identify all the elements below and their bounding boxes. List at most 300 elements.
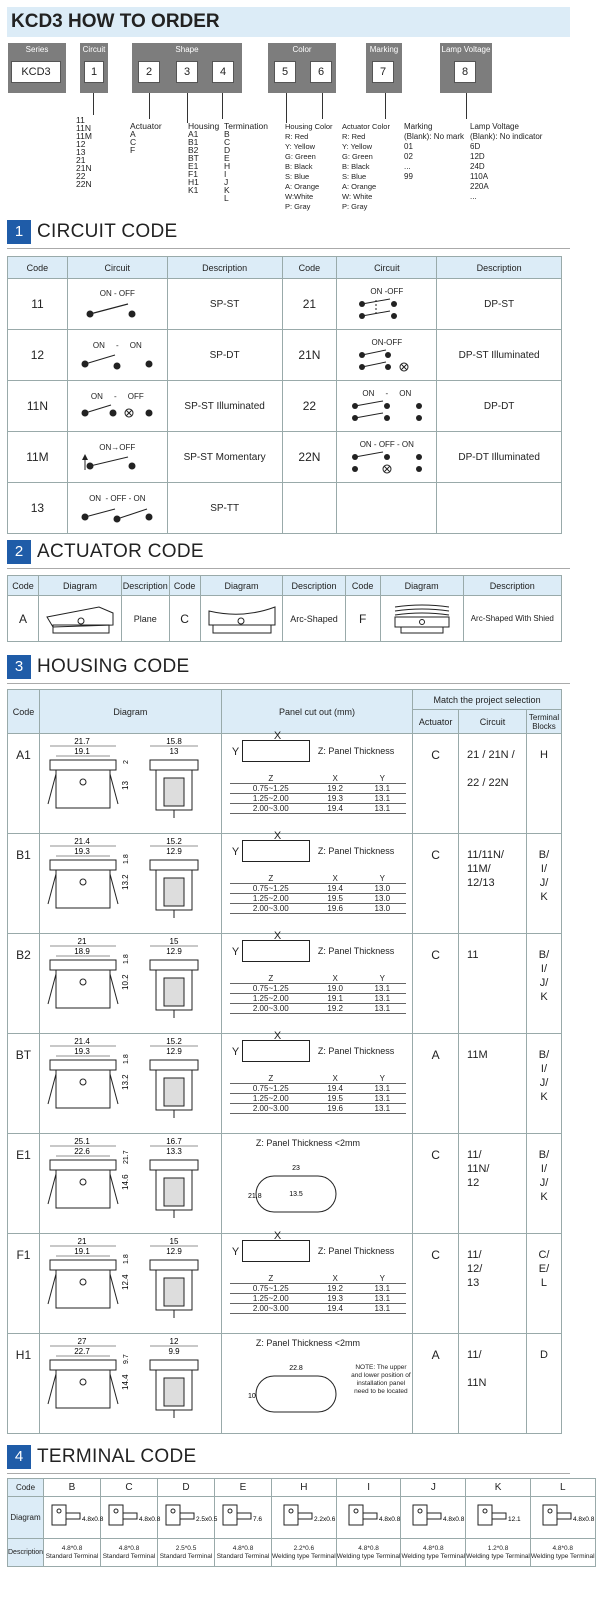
cut-z: 0.75~1.25 — [230, 884, 312, 894]
col-diagram: Diagram — [200, 576, 283, 596]
cutout-rect — [242, 840, 310, 862]
dim-step: 1.8 — [123, 854, 131, 864]
circuit-caption: Circuit — [82, 45, 106, 54]
terminal-description: 4.8*0.8 Welding type Terminal — [336, 1539, 401, 1567]
row-code-label: Code — [8, 1479, 44, 1497]
match-terminal: C/ E/ L — [526, 1234, 561, 1334]
housing-diagram — [39, 1034, 221, 1134]
terminal-code: D — [158, 1479, 215, 1497]
terminal-diagram — [401, 1497, 466, 1539]
col-z: Z — [230, 974, 312, 984]
panel-cut-cell — [221, 830, 412, 934]
housing-diagram-icon — [42, 1034, 218, 1126]
housing-diagram-icon — [42, 734, 218, 826]
col-x: X — [312, 774, 359, 784]
match-terminal: B/ I/ J/ K — [526, 1034, 561, 1134]
col-diagram: Diagram — [380, 576, 463, 596]
plane-actuator-icon — [43, 601, 117, 637]
connector — [222, 93, 223, 119]
cutout-x: X — [273, 730, 282, 742]
dim-width-outer: 27 — [77, 1337, 87, 1346]
connector — [322, 93, 323, 119]
col-description: Description — [121, 576, 169, 596]
housing-diagram — [39, 734, 221, 834]
col-y: Y — [359, 874, 406, 884]
terminal-code: L — [530, 1479, 595, 1497]
terminal-description: 4.8*0.8 Standard Terminal — [101, 1539, 158, 1567]
table-row — [230, 1304, 406, 1314]
panel-thickness-label: Z: Panel Thickness — [317, 846, 395, 856]
col-y: Y — [359, 1274, 406, 1284]
shape-caption: Shape — [175, 45, 199, 54]
dim-width-inner: 19.3 — [74, 847, 91, 856]
section-actuator-code — [7, 538, 204, 566]
panel-thickness-label: Z: Panel Thickness — [317, 1046, 395, 1056]
housing-code: E1 — [8, 1134, 40, 1234]
oval-cutout-icon — [242, 1156, 352, 1226]
match-actuator: C — [413, 834, 459, 934]
circuit-symbol — [337, 483, 437, 534]
cut-x: 19.6 — [312, 1104, 359, 1114]
col-y: Y — [359, 974, 406, 984]
circuit-code — [282, 483, 337, 534]
divider — [7, 248, 570, 249]
col-match-selection: Match the project selection — [413, 690, 562, 710]
match-terminal: B/ I/ J/ K — [526, 934, 561, 1034]
actuator-table — [7, 575, 562, 642]
terminal-dim: 4.8x0.8 — [82, 1516, 104, 1523]
match-actuator: C — [413, 734, 459, 834]
terminal-table — [7, 1478, 596, 1567]
circuit-label: ON - OFF - ON — [89, 493, 146, 503]
cut-x: 19.2 — [312, 1284, 359, 1294]
col-circuit: Circuit — [459, 710, 527, 734]
cutout-table — [230, 1274, 406, 1314]
match-circuit: 11 — [459, 934, 527, 1034]
circuit-description: SP-DT — [167, 330, 282, 381]
dim-height: 13.2 — [121, 1074, 131, 1090]
panel-thickness-note: Z: Panel Thickness <2mm — [255, 1338, 361, 1348]
col-diagram: Diagram — [39, 576, 122, 596]
table-row — [8, 432, 562, 483]
dim-width-inner: 18.9 — [74, 947, 91, 956]
color-caption: Color — [292, 45, 312, 54]
section-number: 3 — [7, 655, 31, 679]
circuit-label: ON - ON — [362, 388, 412, 398]
table-row — [230, 1104, 406, 1114]
cut-y: 13.0 — [359, 894, 406, 904]
circuit-code: 12 — [8, 330, 68, 381]
actuator-code: C — [169, 596, 200, 642]
cut-y: 13.1 — [359, 994, 406, 1004]
dim-side-outer: 15.2 — [166, 837, 183, 846]
cut-z: 0.75~1.25 — [230, 784, 312, 794]
terminal-dim: 7.6 — [253, 1516, 263, 1523]
col-circuit: Circuit — [67, 257, 167, 279]
dim-side-outer: 15 — [169, 1237, 179, 1246]
switch-symbol-icon — [82, 452, 152, 472]
cutout-x: X — [273, 1230, 282, 1242]
cutout-rect — [242, 740, 310, 762]
terminal-code: K — [466, 1479, 531, 1497]
housing-diagram-icon — [42, 1334, 218, 1426]
col-z: Z — [230, 1274, 312, 1284]
circuit-box — [80, 43, 108, 93]
cut-x: 19.4 — [312, 884, 359, 894]
dim-cut-2: 21.8 — [247, 1193, 262, 1200]
match-actuator: C — [413, 1134, 459, 1234]
table-row — [230, 804, 406, 814]
actuator-color-options: Actuator Color R: Red Y: Yellow G: Green B: Black S: Blue A: Orange W: White P: Gray — [342, 122, 390, 211]
cutout-rect — [242, 1240, 310, 1262]
match-terminal: D — [526, 1334, 561, 1434]
housing-color-options: Housing Color R: Red Y: Yellow G: Green B: Black S: Blue A: Orange W:White P: Gray — [285, 122, 333, 211]
cut-x: 19.5 — [312, 1094, 359, 1104]
table-row — [230, 884, 406, 894]
circuit-code: 22 — [282, 381, 337, 432]
circuit-description: SP-TT — [167, 483, 282, 534]
circuit-symbol — [337, 432, 437, 483]
circuit-code: 13 — [8, 483, 68, 534]
oval-cutout-icon — [242, 1356, 352, 1426]
cut-y: 13.1 — [359, 784, 406, 794]
panel-cut-cell — [221, 1030, 412, 1134]
panel-thickness-label: Z: Panel Thickness — [317, 946, 395, 956]
terminal-description: 2.5*0.5 Standard Terminal — [158, 1539, 215, 1567]
terminal-code: H — [272, 1479, 337, 1497]
circuit-table — [7, 256, 562, 534]
cut-x: 19.2 — [312, 784, 359, 794]
actuator-description: Arc-Shaped — [283, 596, 345, 642]
col-x: X — [312, 974, 359, 984]
cutout-y: Y — [231, 846, 240, 858]
col-x: X — [312, 1074, 359, 1084]
cutout-table — [230, 974, 406, 1014]
terminal-icon — [341, 1499, 400, 1533]
dim-width-outer: 21 — [77, 1237, 87, 1246]
terminal-dim: 4.8x0.8 — [139, 1516, 161, 1523]
circuit-symbol — [67, 330, 167, 381]
cut-z: 2.00~3.00 — [230, 904, 312, 914]
dim-cut-1: 22.8 — [289, 1365, 303, 1372]
housing-diagram — [39, 1234, 221, 1334]
actuator-options: Actuator A C F — [130, 121, 162, 155]
terminal-description: 2.2*0.6 Welding type Terminal — [272, 1539, 337, 1567]
dim-height: 14.4 — [121, 1374, 131, 1390]
panel-thickness-label: Z: Panel Thickness — [317, 1246, 395, 1256]
circuit-label: ON -OFF — [370, 286, 404, 296]
terminal-icon — [158, 1499, 218, 1533]
circuit-code: 11M — [8, 432, 68, 483]
terminal-diagram — [466, 1497, 531, 1539]
table-row — [230, 784, 406, 794]
dim-width-inner: 19.1 — [74, 747, 91, 756]
housing-code: B1 — [8, 834, 40, 934]
terminal-icon — [101, 1499, 161, 1533]
match-circuit: 11/11N/ 11M/ 12/13 — [459, 834, 527, 934]
terminal-icon — [470, 1499, 526, 1533]
dim-height: 13 — [121, 781, 131, 790]
switch-symbol-icon — [77, 350, 157, 370]
lamp-switch-icon — [347, 449, 427, 475]
circuit-description: DP-ST Illuminated — [437, 330, 562, 381]
cut-x: 19.1 — [312, 994, 359, 1004]
shape-cell-3: 3 — [176, 61, 198, 83]
cut-y: 13.0 — [359, 884, 406, 894]
cut-z: 1.25~2.00 — [230, 994, 312, 1004]
col-y: Y — [359, 1074, 406, 1084]
dim-width-outer: 21 — [77, 937, 87, 946]
terminal-diagram — [158, 1497, 218, 1539]
circuit-symbol — [67, 432, 167, 483]
dim-side-inner: 13 — [169, 747, 179, 756]
cut-z: 1.25~2.00 — [230, 1094, 312, 1104]
dim-width-outer: 25.1 — [74, 1137, 91, 1146]
housing-options: Housing A1 B1 B2 BT E1 F1 H1 K1 — [188, 121, 220, 195]
dim-cut-1: 23 — [292, 1165, 300, 1172]
cutout-x: X — [273, 1030, 282, 1042]
table-row — [8, 734, 562, 834]
col-code: Code — [8, 690, 40, 734]
shape-box — [132, 43, 242, 93]
lamp-box — [440, 43, 492, 93]
circuit-symbol — [337, 279, 437, 330]
col-code: Code — [8, 576, 39, 596]
section-number: 1 — [7, 220, 31, 244]
housing-diagram — [39, 834, 221, 934]
row-description-label: Description — [8, 1539, 44, 1567]
cut-y: 13.1 — [359, 1104, 406, 1114]
cutout-y: Y — [231, 746, 240, 758]
cut-x: 19.3 — [312, 1294, 359, 1304]
cut-x: 19.6 — [312, 904, 359, 914]
page-title: KCD3 HOW TO ORDER — [7, 7, 570, 37]
housing-diagram-icon — [42, 834, 218, 926]
circuit-label: ON - ON — [92, 340, 142, 350]
housing-diagram-icon — [42, 1234, 218, 1326]
actuator-description: Plane — [121, 596, 169, 642]
dim-width-outer: 21.4 — [74, 1037, 91, 1046]
terminal-dim: 2.5x0.5 — [196, 1516, 218, 1523]
terminal-diagram — [44, 1497, 104, 1539]
terminal-dim: 4.8x0.8 — [572, 1516, 595, 1523]
table-row — [8, 596, 562, 642]
cut-z: 0.75~1.25 — [230, 1084, 312, 1094]
marking-cell: 7 — [372, 61, 394, 83]
cutout-y: Y — [231, 1246, 240, 1258]
circuit-code: 11 — [8, 279, 68, 330]
match-circuit: 11M — [459, 1034, 527, 1134]
panel-cutout — [222, 730, 412, 832]
section-title: CIRCUIT CODE — [37, 221, 178, 242]
col-panel-cut-out: Panel cut out (mm) — [221, 690, 412, 734]
housing-table — [7, 689, 562, 1434]
dim-side-outer: 15 — [169, 937, 179, 946]
section-title: HOUSING CODE — [37, 656, 190, 677]
col-description: Description — [437, 257, 562, 279]
terminal-icon — [276, 1499, 336, 1533]
match-actuator: A — [413, 1034, 459, 1134]
cut-z: 2.00~3.00 — [230, 1304, 312, 1314]
cut-y: 13.1 — [359, 1084, 406, 1094]
dim-side-outer: 16.7 — [166, 1137, 183, 1146]
circuit-label: ON - OFF — [90, 391, 144, 401]
dim-step: 1.8 — [123, 1254, 131, 1264]
dim-side-inner: 12.9 — [166, 1047, 183, 1056]
table-row — [8, 834, 562, 934]
col-code: Code — [345, 576, 380, 596]
cut-y: 13.1 — [359, 1004, 406, 1014]
col-description: Description — [283, 576, 345, 596]
panel-cut-cell — [221, 730, 412, 834]
circuit-description: SP-ST Momentary — [167, 432, 282, 483]
terminal-description: 4.8*0.8 Standard Terminal — [44, 1539, 101, 1567]
cut-y: 13.1 — [359, 1284, 406, 1294]
connector — [93, 93, 94, 115]
cutout-rect — [242, 940, 310, 962]
cut-y: 13.1 — [359, 804, 406, 814]
cut-y: 13.1 — [359, 1294, 406, 1304]
cutout-table — [230, 774, 406, 814]
circuit-symbol — [67, 279, 167, 330]
terminal-code: J — [401, 1479, 466, 1497]
circuit-description: SP-ST Illuminated — [167, 381, 282, 432]
cutout-y: Y — [231, 1046, 240, 1058]
divider — [7, 568, 570, 569]
circuit-description: DP-DT Illuminated — [437, 432, 562, 483]
panel-cut-cell — [221, 1334, 412, 1434]
terminal-icon — [535, 1499, 595, 1533]
cut-z: 1.25~2.00 — [230, 894, 312, 904]
table-row — [230, 984, 406, 994]
col-description: Description — [463, 576, 561, 596]
dim-height: 10.2 — [121, 974, 131, 990]
section-number: 2 — [7, 540, 31, 564]
panel-cut-cell — [221, 1134, 412, 1234]
col-x: X — [312, 1274, 359, 1284]
shape-cell-4: 4 — [212, 61, 234, 83]
circuit-options: 11 11N 11M 12 13 21 21N 22 22N — [76, 115, 92, 189]
table-row — [8, 279, 562, 330]
cut-x: 19.5 — [312, 894, 359, 904]
housing-code: B2 — [8, 934, 40, 1034]
circuit-code: 21N — [282, 330, 337, 381]
dim-height: 12.4 — [121, 1274, 131, 1290]
col-z: Z — [230, 874, 312, 884]
cutout-table — [230, 1074, 406, 1114]
connector — [385, 93, 386, 119]
dim-step: 1.8 — [123, 1054, 131, 1064]
terminal-code: I — [336, 1479, 401, 1497]
table-row — [230, 1004, 406, 1014]
row-diagram-label: Diagram — [8, 1497, 44, 1539]
cut-y: 13.1 — [359, 984, 406, 994]
dim-width-inner: 22.7 — [74, 1347, 91, 1356]
series-caption: Series — [25, 45, 49, 54]
section-circuit-code — [7, 218, 177, 246]
col-description: Description — [167, 257, 282, 279]
circuit-code: 11N — [8, 381, 68, 432]
dim-step: 9.7 — [123, 1354, 131, 1364]
cut-z: 0.75~1.25 — [230, 984, 312, 994]
match-terminal: B/ I/ J/ K — [526, 834, 561, 934]
table-row — [230, 904, 406, 914]
terminal-description: 1.2*0.8 Welding type Terminal — [466, 1539, 531, 1567]
terminal-diagram — [336, 1497, 401, 1539]
housing-diagram — [39, 1334, 221, 1434]
connector — [286, 93, 287, 123]
match-terminal: H — [526, 734, 561, 834]
terminal-diagram — [272, 1497, 337, 1539]
col-z: Z — [230, 1074, 312, 1084]
panel-thickness-label: Z: Panel Thickness — [317, 746, 395, 756]
dim-width-inner: 19.3 — [74, 1047, 91, 1056]
cut-z: 2.00~3.00 — [230, 804, 312, 814]
match-actuator: C — [413, 934, 459, 1034]
dim-width-outer: 21.4 — [74, 837, 91, 846]
circuit-label: ON - OFF — [99, 288, 135, 298]
table-row — [230, 894, 406, 904]
col-diagram: Diagram — [39, 690, 221, 734]
divider — [7, 1473, 570, 1474]
col-circuit: Circuit — [337, 257, 437, 279]
marking-box — [366, 43, 402, 93]
table-row — [230, 794, 406, 804]
housing-code: H1 — [8, 1334, 40, 1434]
dim-side-inner: 12.9 — [166, 1247, 183, 1256]
panel-thickness-note: Z: Panel Thickness <2mm — [255, 1138, 361, 1148]
terminal-dim: 4.8x0.8 — [378, 1516, 400, 1523]
panel-cut-cell — [221, 1230, 412, 1334]
circuit-description: SP-ST — [167, 279, 282, 330]
circuit-label: ON-OFF — [371, 337, 403, 347]
dim-cut-3: 13.5 — [289, 1191, 303, 1198]
terminal-description: 4.8*0.8 Welding type Terminal — [530, 1539, 595, 1567]
dim-side-outer: 15.2 — [166, 1037, 183, 1046]
cut-y: 13.1 — [359, 1304, 406, 1314]
actuator-code: F — [345, 596, 380, 642]
circuit-symbol — [337, 330, 437, 381]
housing-code: A1 — [8, 734, 40, 834]
color-box — [268, 43, 336, 93]
panel-cutout — [222, 930, 412, 1032]
col-actuator: Actuator — [413, 710, 459, 734]
dim-side-inner: 12.9 — [166, 847, 183, 856]
cutout-rect — [242, 1040, 310, 1062]
cut-z: 2.00~3.00 — [230, 1104, 312, 1114]
circuit-symbol — [67, 483, 167, 534]
panel-cutout — [222, 1230, 412, 1332]
table-row — [230, 1094, 406, 1104]
terminal-icon — [215, 1499, 271, 1533]
housing-diagram-icon — [42, 934, 218, 1026]
actuator-diagram — [39, 596, 122, 642]
dim-step: 1.8 — [123, 954, 131, 964]
terminal-code: C — [101, 1479, 158, 1497]
cut-z: 2.00~3.00 — [230, 1004, 312, 1014]
dim-step: 21.7 — [123, 1150, 131, 1164]
switch-symbol-icon — [77, 503, 157, 523]
table-row — [8, 1134, 562, 1234]
col-code: Code — [282, 257, 337, 279]
terminal-diagram — [530, 1497, 595, 1539]
lamp-caption: Lamp Voltage — [441, 45, 491, 54]
dim-side-inner: 9.9 — [168, 1347, 180, 1356]
terminal-code: B — [44, 1479, 101, 1497]
lamp-switch-icon — [352, 347, 422, 373]
panel-cutout — [222, 1030, 412, 1132]
cut-y: 13.1 — [359, 1094, 406, 1104]
